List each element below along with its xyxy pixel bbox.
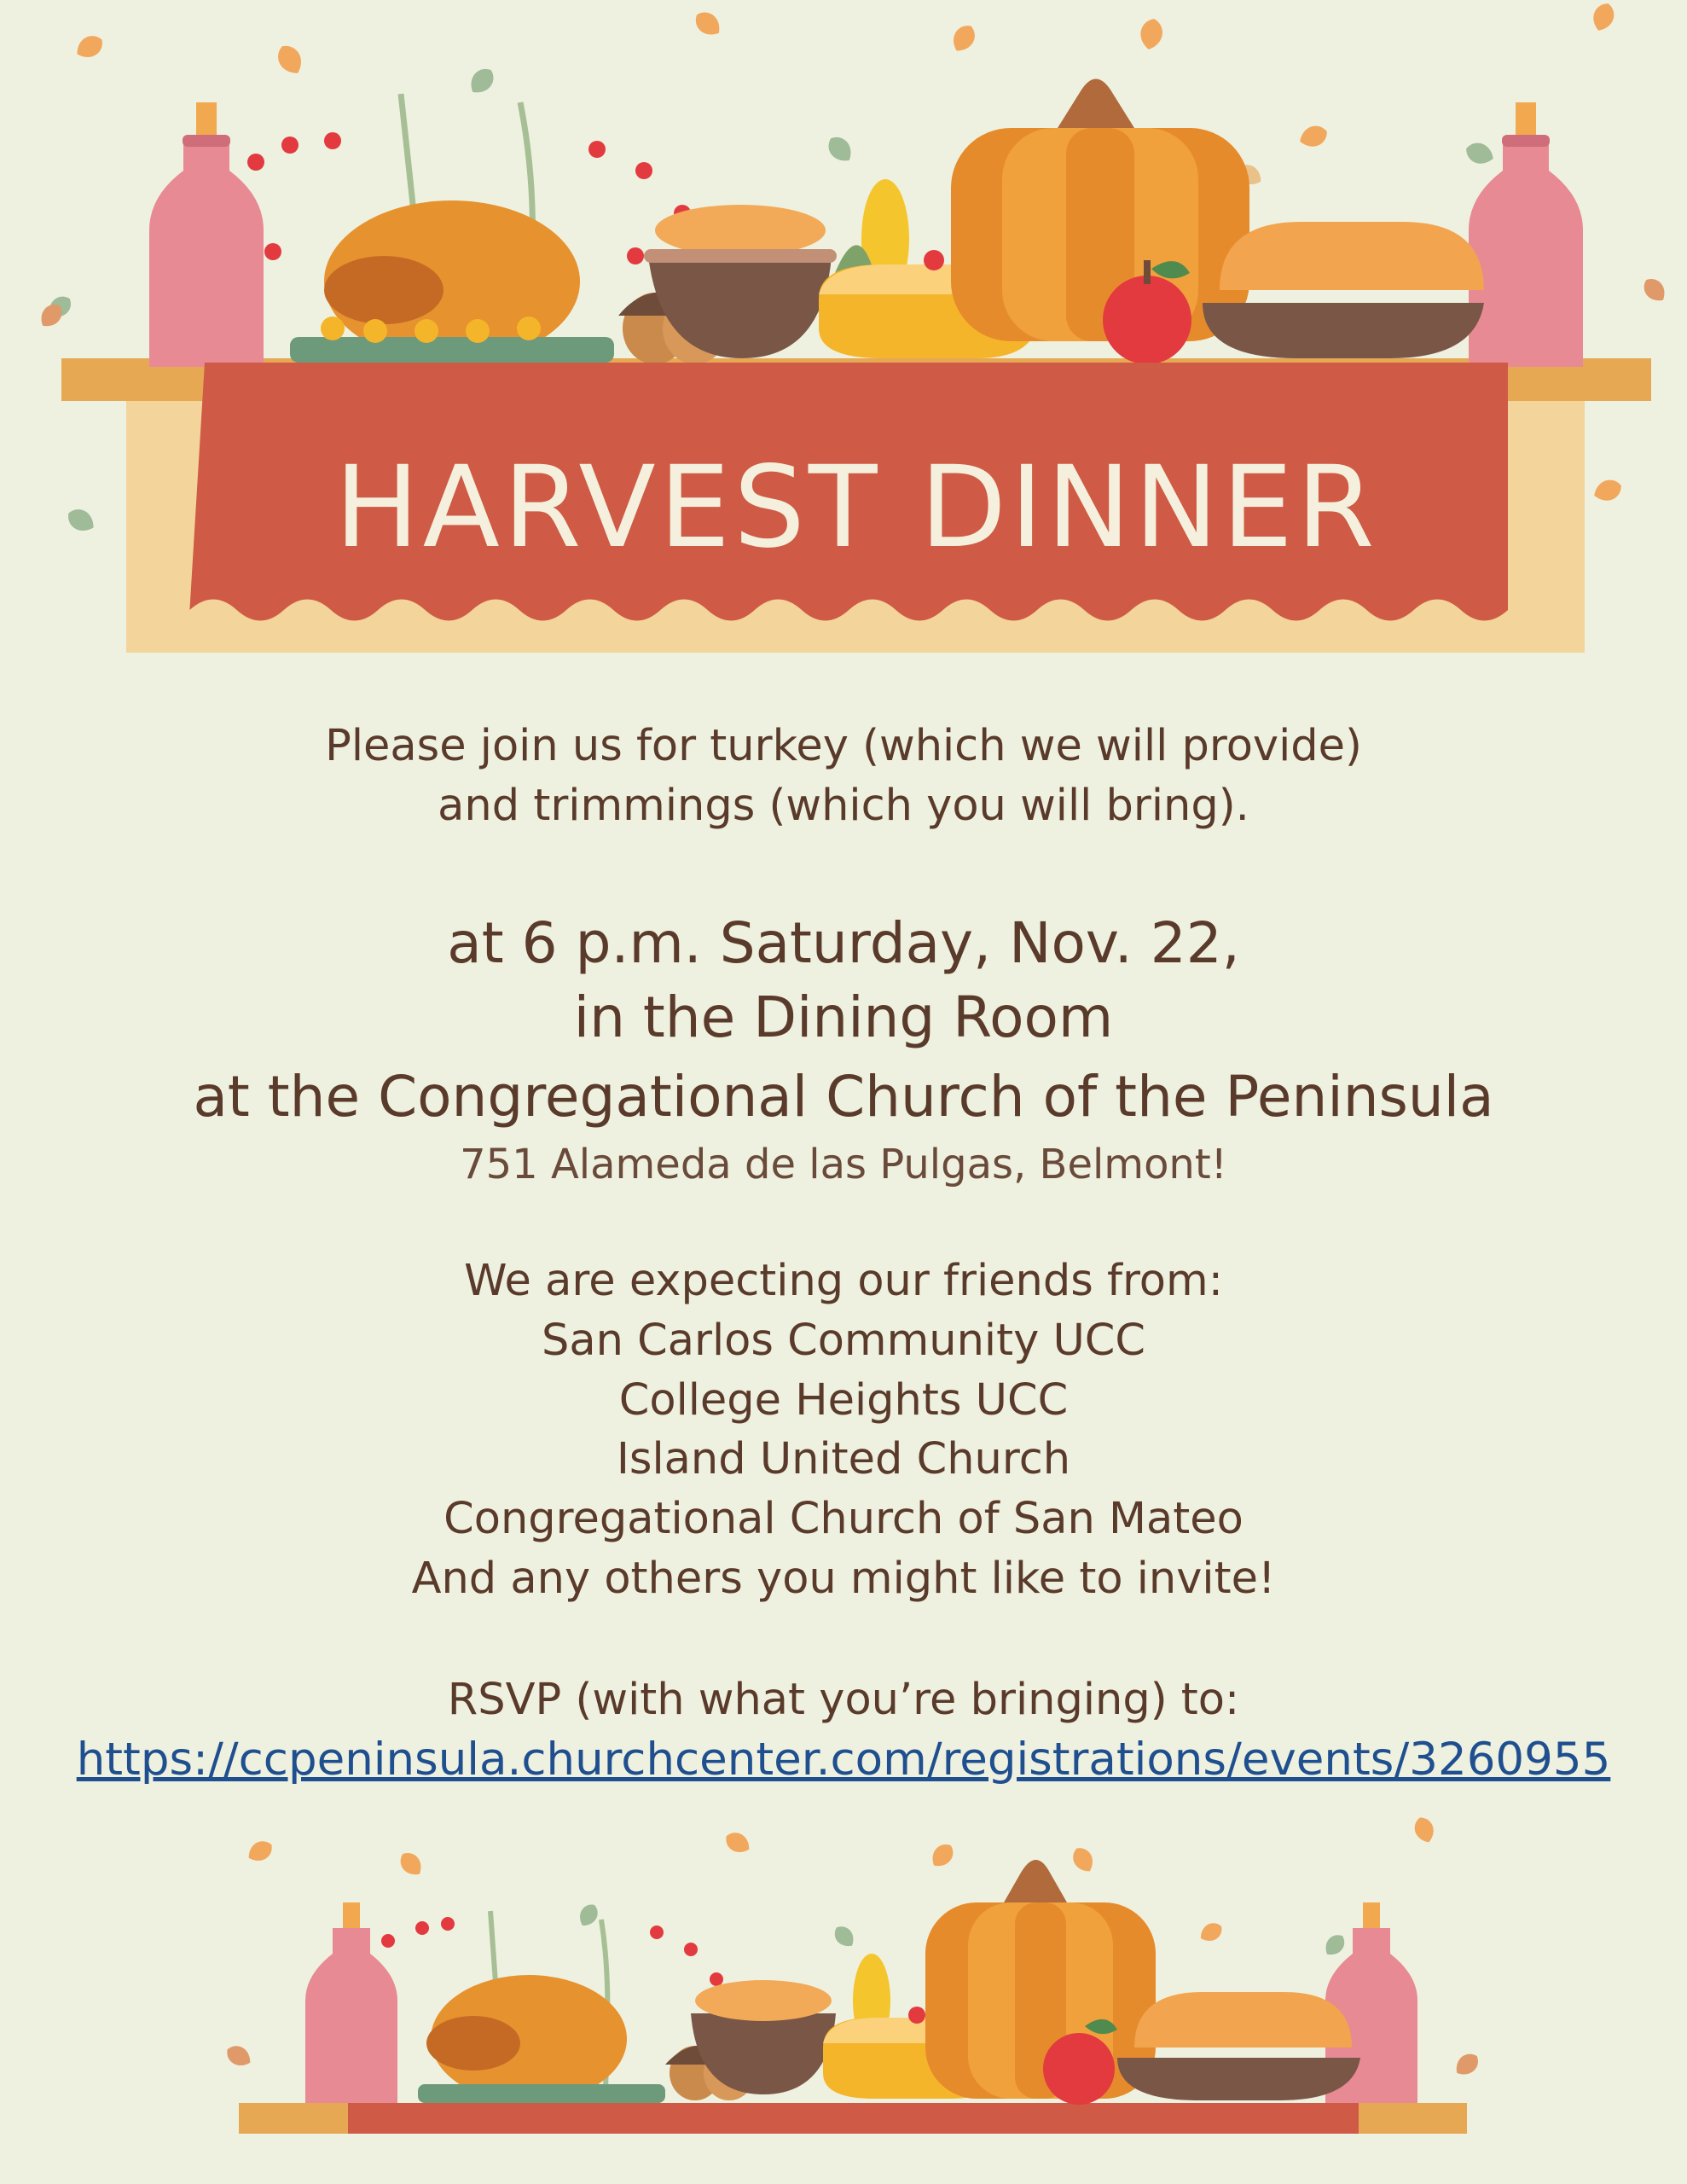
- friend-church-2: College Heights UCC: [618, 1375, 1069, 1426]
- friends-heading: We are expecting our friends from:: [464, 1256, 1223, 1306]
- event-address: 751 Alameda de las Pulgas, Belmont!: [460, 1141, 1227, 1188]
- intro-line-2: and trimmings (which you will bring).: [438, 781, 1249, 831]
- friend-church-4: Congregational Church of San Mateo: [443, 1494, 1244, 1544]
- bottom-food: [305, 1860, 1417, 2105]
- friend-others: And any others you might like to invite!: [411, 1554, 1276, 1604]
- event-venue: at the Congregational Church of the Peninsula: [193, 1064, 1494, 1130]
- friend-church-1: San Carlos Community UCC: [541, 1316, 1146, 1366]
- rsvp-link[interactable]: https://ccpeninsula.churchcenter.com/registrations/events/3260955: [76, 1734, 1611, 1786]
- event-room: in the Dining Room: [573, 985, 1114, 1050]
- bottom-table: [239, 2103, 1467, 2134]
- event-time: at 6 p.m. Saturday, Nov. 22,: [447, 910, 1240, 976]
- event-title: HARVEST DINNER: [334, 442, 1378, 573]
- friend-church-3: Island United Church: [616, 1434, 1071, 1484]
- rsvp-label: RSVP (with what you’re bringing) to:: [447, 1675, 1240, 1725]
- intro-line-1: Please join us for turkey (which we will provide): [325, 721, 1362, 771]
- top-food: [149, 79, 1583, 368]
